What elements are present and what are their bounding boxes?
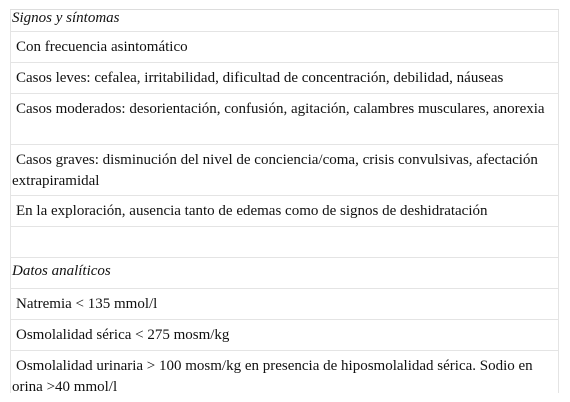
criteria-table: [10, 9, 559, 393]
row-text: Osmolalidad urinaria > 100 mosm/kg en presencia de hiposmolalidad sérica. Sodio en orina >40 mmol/l: [12, 358, 533, 393]
row-text: Casos moderados: desorientación, confusión, agitación, calambres musculares, anorexia: [16, 101, 545, 117]
section-heading-signs: Signos y síntomas: [10, 10, 559, 32]
table-row: [10, 320, 559, 351]
row-text: Casos leves: cefalea, irritabilidad, dificultad de concentración, debilidad, náuseas: [16, 70, 504, 86]
row-text: En la exploración, ausencia tanto de edemas como de signos de deshidratación: [16, 203, 488, 219]
row-text: Casos graves: disminución del nivel de conciencia/coma, crisis convulsivas, afectación extrapiramidal: [12, 152, 538, 189]
table-row: [10, 63, 559, 94]
table-row: [10, 145, 559, 196]
table-row: [10, 196, 559, 227]
table-row: [10, 351, 559, 393]
row-text: Natremia < 135 mmol/l: [16, 296, 158, 312]
row-text: Con frecuencia asintomático: [16, 39, 188, 55]
table-row: [10, 32, 559, 63]
table-row: [10, 289, 559, 320]
section-heading-lab: Datos analíticos: [10, 258, 559, 289]
empty-row: [10, 227, 559, 258]
row-text: Osmolalidad sérica < 275 mosm/kg: [16, 327, 230, 343]
table-row: [10, 94, 559, 145]
